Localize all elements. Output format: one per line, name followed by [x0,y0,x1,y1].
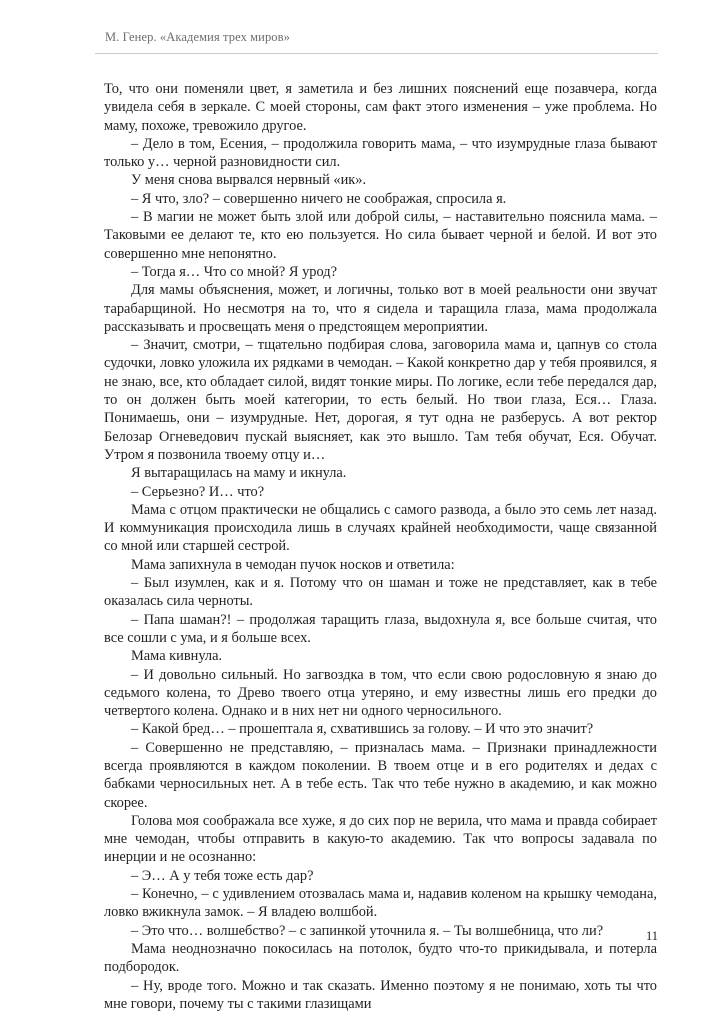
paragraph: – Был изумлен, как и я. Потому что он шаман и тоже не представляет, как в тебе оказалась сила черноты. [104,575,657,610]
paragraph: Для мамы объяснения, может, и логичны, только вот в моей реальности они звучат тарабарщиной. Но несмотря на то, что я сидела и таращила глаза, мама продолжала рассказывать и просвещать меня о предстоящем мероприятии. [104,282,657,335]
body-text [104,80,657,1013]
paragraph: – Я что, зло? – совершенно ничего не соображая, спросила я. [131,190,507,207]
paragraph: У меня снова вырвался нервный «ик». [131,172,367,189]
paragraph: – Это что… волшебство? – с запинкой уточнила я. – Ты волшебница, что ли? [131,922,604,939]
paragraph: – Конечно, – с удивлением отозвалась мама и, надавив коленом на крышку чемодана, ловко вжикнула замок. – Я владею волшбой. [104,886,657,921]
paragraph: – Тогда я… Что со мной? Я урод? [131,263,337,280]
paragraph: – Какой бред… – прошептала я, схватившись за голову. – И что это значит? [131,721,594,738]
paragraph: Мама с отцом практически не общались с самого развода, а было это семь лет назад. И коммуникация происходила лишь в случаях крайней необходимости, чаще связанной со мной или старшей сестрой. [104,501,657,555]
paragraph: – Дело в том, Есения, – продолжила говорить мама, – что изумрудные глаза бывают только у… черной разновидности сил. [104,135,657,171]
paragraph: Голова моя соображала все хуже, я до сих пор не верила, что мама и правда собирает мне чемодан, чтобы отправить в какую-то академию. Так что вопросы задавала по инерции и не осознанно: [104,812,657,866]
running-header: М. Генер. «Академия трех миров» [105,30,290,44]
paragraph: – Значит, смотри, – тщательно подбирая слова, заговорила мама и, цапнув со стола судочки, ловко уложила их рядками в чемодан. – Какой конкретно дар у тебя проявился, я не знаю, все, кто обладает силой, видят тонкие миры. По логике, если тебе передался дар, то он должен быть моей категории, то есть белый. Но твои глаза, Еся… Глаза. Понимаешь, они – изумрудные. Нет, дорогая, я тут одна не разберусь. А вот ректор Белозар Огневедович пускай выясняет, как это вышло. Там тебя обучат, Еся. Обучат. Утром я позвонила твоему отцу и… [104,337,657,463]
paragraph: То, что они поменяли цвет, я заметила и без лишних пояснений еще позавчера, когда увидела себя в зеркале. С моей стороны, сам факт этого изменения – уже проблема. Но маму, похоже, тревожило другое. [104,81,657,134]
paragraph: – В магии не может быть злой или доброй силы, – наставительно пояснила мама. – Таковыми ее делают те, кто ею пользуется. Но сила бывает черной и белой. И вот это совершенно мне непонятно. [104,209,657,262]
paragraph: Мама запихнула в чемодан пучок носков и ответила: [131,556,455,573]
paragraph: – Папа шаман?! – продолжая таращить глаза, выдохнула я, все больше считая, что все сошли с ума, и я больше всех. [104,611,657,646]
paragraph: Я вытаращилась на маму и икнула. [131,465,347,482]
paragraph: – И довольно сильный. Но загвоздка в том, что если свою родословную я знаю до седьмого колена, то Древо твоего отца утеряно, и ему известны лишь его предки до четвертого колена. Однако и в них нет ни одного черносильного. [104,666,657,720]
paragraph: – Серьезно? И… что? [131,483,265,500]
paragraph: Мама кивнула. [131,648,223,665]
paragraph: Мама неоднозначно покосилась на потолок, будто что-то прикидывала, и потерла подбородок. [104,940,657,976]
header-divider [95,53,658,54]
paragraph: – Э… А у тебя тоже есть дар? [131,867,314,884]
page-number: 11 [645,929,658,943]
paragraph: – Ну, вроде того. Можно и так сказать. Именно поэтому я не понимаю, хоть ты что мне говори, почему ты с такими глазищами [104,977,657,1012]
paragraph: – Совершенно не представляю, – призналась мама. – Признаки принадлежности всегда проявляются в каждом поколении. В твоем отце и в его родителях и дедах с бабками черносильных нет. А в тебе есть. Так что тебе нужно в академию, и как можно скорее. [104,739,657,811]
